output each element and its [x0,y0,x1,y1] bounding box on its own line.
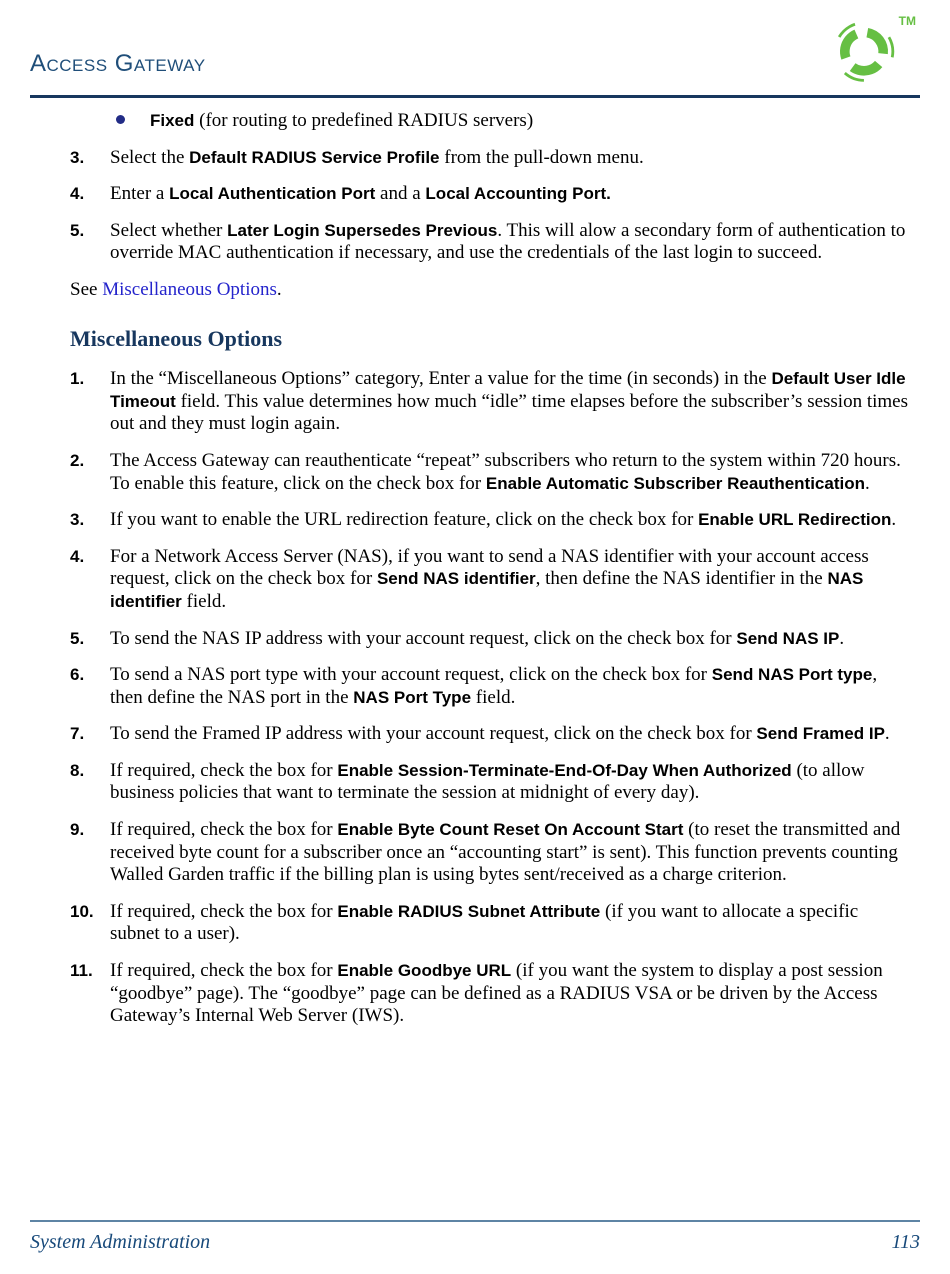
text-run: If required, check the box for [110,900,338,922]
text-run: (if you want to allocate a specific subnet to a user). [110,900,859,945]
text-run: If required, check the box for [110,759,338,781]
item-text [110,368,908,434]
numbered-item [70,183,912,206]
text-run: field. [181,590,227,612]
bold-text: Send NAS identifier [376,569,536,589]
bold-text: Send NAS Port type [711,665,873,685]
numbered-item [70,509,912,532]
text-run: . This will alow a secondary form of authentication to override MAC authentication if necessary, and use the credentials of the last login to succeed. [110,219,906,264]
text-run: . [891,509,897,531]
text-run: (if you want the system to display a post session “goodbye” page). The “goodbye” page can be defined as a RADIUS VSA or be driven by the Access Gateway’s Internal Web Server (IWS). [110,960,883,1027]
item-text [110,819,900,885]
text-run: The Access Gateway can reauthenticate “repeat” subscribers who return to the system within 720 hours. To enable this feature, click on the check box for [110,449,901,494]
bold-text: Enable Automatic Subscriber Reauthentication [485,473,865,493]
header-divider [30,95,920,98]
item-number: 1. [70,369,85,389]
bold-text: Send Framed IP [756,724,885,744]
item-number: 8. [70,760,85,780]
text-run: from the pull-down menu. [439,146,644,168]
bold-text: Later Login Supersedes Previous [227,220,498,240]
page-footer [30,1220,920,1254]
bold-text: Default User Idle Timeout [110,369,906,411]
item-number: 4. [70,184,85,204]
item-number: 10. [70,901,94,921]
bold-text: Enable Session-Terminate-End-Of-Day When Authorized [337,760,792,780]
text-run: Select whether [110,219,228,241]
item-number: 6. [70,665,85,685]
item-number: 3. [70,147,85,167]
swirl-logo-icon [824,10,904,90]
text-run: , then define the NAS identifier in the [535,568,828,590]
text-run: To send a NAS port type with your account request, click on the check box for [110,664,712,686]
item-text [110,450,901,494]
brand-logo [824,8,916,92]
item-text [110,664,877,708]
item-text [110,901,858,945]
bold-text: Local Accounting Port. [425,184,611,204]
text-run: For a Network Access Server (NAS), if you want to send a NAS identifier with your account access request, click on the check box for [110,545,869,590]
paragraph [70,279,912,302]
bold-text: Enable URL Redirection [698,510,892,530]
bold-text: Send NAS IP [736,628,840,648]
trademark-symbol: TM [898,14,916,28]
bullet-item [70,110,912,133]
text-run: In the “Miscellaneous Options” category, Enter a value for the time (in seconds) in the [110,368,772,390]
page-number: 113 [891,1231,920,1253]
text-run: . [276,278,282,300]
item-number: 11. [70,961,93,981]
text-run: To send the NAS IP address with your account request, click on the check box for [110,627,737,649]
item-number: 5. [70,220,85,240]
content [70,110,912,1042]
bold-text: NAS Port Type [353,687,472,707]
numbered-item [70,901,912,946]
item-text [110,760,865,804]
bold-text: Enable Goodbye URL [337,961,512,981]
text-run: . [865,472,870,494]
section-heading [70,325,912,351]
text-run: (to allow business policies that want to terminate the session at midnight of every day). [110,759,865,804]
numbered-item [70,368,912,436]
item-number: 7. [70,724,85,744]
text-run: . [884,723,890,745]
text-run: Enter a [110,183,170,205]
text-run: , then define the NAS port in the [110,664,878,708]
footer-divider [30,1220,920,1222]
item-number: 3. [70,510,85,530]
text-run: To send the Framed IP address with your account request, click on the check box for [110,723,757,745]
text-run: field. [471,686,516,708]
text-run: Select the [110,146,190,168]
numbered-item [70,450,912,495]
bold-text: NAS identifier [110,569,864,611]
item-text [110,628,844,649]
text-run: If required, check the box for [110,960,338,982]
item-text [150,110,533,131]
item-text [110,183,611,204]
numbered-item [70,147,912,170]
item-text [110,220,905,264]
numbered-item [70,628,912,651]
text-run: . [839,627,845,649]
item-number: 9. [70,820,85,840]
numbered-item [70,960,912,1028]
bullet-icon [116,115,125,124]
bold-text: Fixed [150,111,195,130]
text-run: See [70,278,103,300]
footer-section-title: System Administration [30,1231,211,1253]
text-run: field. This value determines how much “idle” time elapses before the subscriber’s session times out and they must login again. [110,390,908,435]
text-run: and a [375,183,426,205]
text-run: If required, check the box for [110,819,338,841]
item-number: 5. [70,628,85,648]
item-text [110,509,896,530]
numbered-item [70,819,912,887]
numbered-item [70,220,912,265]
page-header-title: Access Gateway [30,50,206,77]
item-number: 4. [70,546,85,566]
miscellaneous-options-link[interactable]: Miscellaneous Options [102,278,277,300]
bold-text: Enable Byte Count Reset On Account Start [337,820,684,840]
numbered-item [70,760,912,805]
item-text [110,147,644,168]
text-run: (for routing to predefined RADIUS servers) [194,110,534,131]
numbered-item [70,723,912,746]
item-text [110,960,883,1026]
bold-text: Default RADIUS Service Profile [189,147,440,167]
bullet-marker [116,110,146,133]
bold-text: Enable RADIUS Subnet Attribute [337,901,601,921]
numbered-item [70,664,912,709]
text-run: (to reset the transmitted and received byte count for a subscriber once an “accounting start” is sent). This function prevents counting Walled Garden traffic if the billing plan is using bytes sent/received as a charge criterion. [110,819,901,886]
text-run: If you want to enable the URL redirection feature, click on the check box for [110,509,699,531]
text-run: Miscellaneous Options [70,325,283,351]
item-text [110,546,869,612]
item-text [110,723,890,744]
numbered-item [70,546,912,614]
item-number: 2. [70,450,85,470]
bold-text: Local Authentication Port [169,184,376,204]
